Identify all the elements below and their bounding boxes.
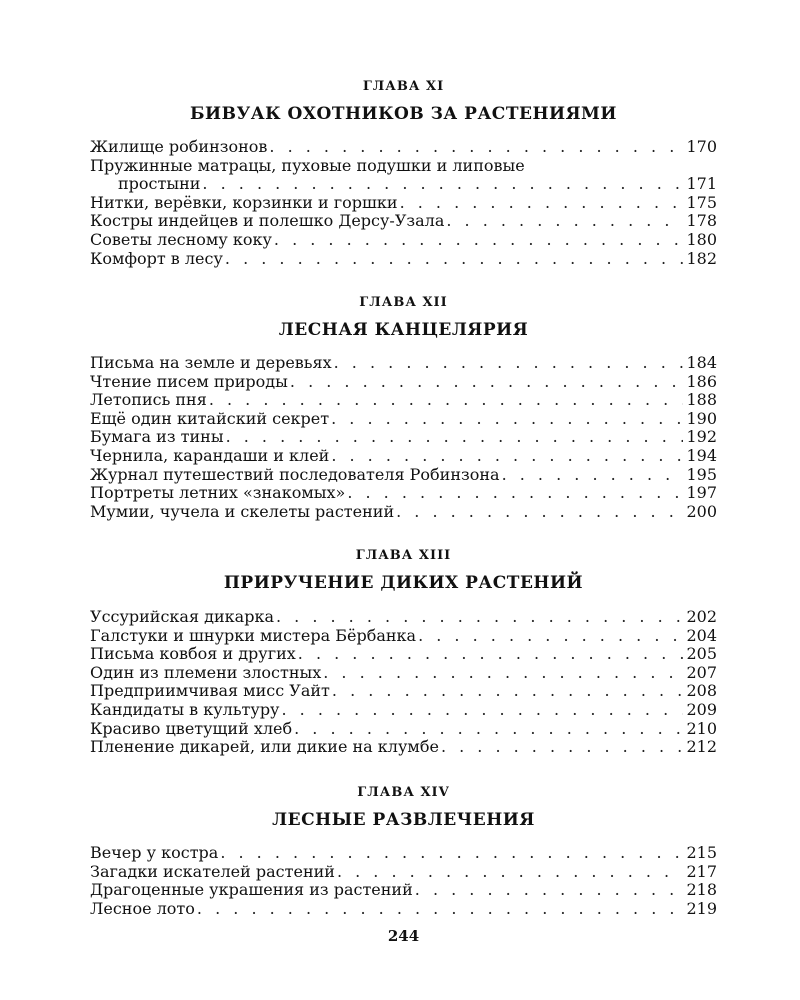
toc-entry-page: 178 [686,211,717,231]
dot-leader [441,738,683,757]
toc-entry-page: 194 [686,445,717,465]
toc-entry-page: 208 [686,681,717,701]
dot-leader [337,863,683,882]
toc-entry [90,212,717,231]
dot-leader [202,175,683,194]
toc-entry [90,138,717,157]
toc-entry-page: 207 [686,662,717,682]
toc-entry-title-continued: простыни [118,174,201,194]
toc-entry-page: 209 [686,699,717,719]
toc-entry-title: Пружинные матрацы, пуховые подушки и липовые [90,155,525,175]
chapter-title: БИВУАК ОХОТНИКОВ ЗА РАСТЕНИЯМИ [190,104,617,124]
toc-entry-page: 205 [686,644,717,664]
dot-leader [332,682,683,701]
toc-entry-title: Советы лесному коку [90,229,272,249]
toc-entry-title: Костры индейцев и полешко Дерсу-Узала [90,211,445,231]
toc-entry [90,157,717,194]
dot-leader [415,881,683,900]
toc-entry-page: 219 [686,898,717,918]
chapter-title: ЛЕСНАЯ КАНЦЕЛЯРИЯ [278,320,529,340]
dot-leader [209,391,683,410]
chapter-label: ГЛАВА XIII [355,548,452,563]
toc-entry-title: Письма на земле и деревьях [90,353,332,372]
toc-entry [90,881,717,900]
chapter-entries [90,138,717,268]
toc-entry-page: 182 [686,248,717,268]
toc-entry-title: Вечер у костра [90,843,219,862]
toc-entry-title: Красиво цветущий хлеб [90,718,293,738]
toc-entry [90,503,717,522]
toc-entry-page: 212 [686,737,717,757]
toc-entry-title: Галстуки и шнурки мистера Бёрбанка [90,625,417,645]
toc-entry [90,738,717,757]
chapter-label: ГЛАВА XI [362,79,445,94]
toc-entry-title: Чернила, карандаши и клей [90,445,330,465]
toc-entry-page: 171 [686,174,717,194]
toc-entry-title: Бумага из тины [90,427,224,447]
toc-entry [90,447,717,466]
toc-entry-title: Мумии, чучела и скелеты растений [90,501,395,521]
toc-entry-page: 217 [686,861,717,881]
dot-leader [226,428,683,447]
dot-leader [220,844,683,863]
toc-entry [90,484,717,503]
toc-entry [90,664,717,683]
toc-entry-title: Чтение писем природы [90,371,288,391]
toc-entry-page: 204 [686,625,717,645]
toc-entry [90,466,717,485]
toc-entry-title: Портреты летних «знакомых» [90,483,346,503]
toc-entry-page: 195 [686,464,717,484]
dot-leader [281,701,683,720]
dot-leader [290,373,683,392]
toc-entry [90,608,717,627]
toc-entry-page: 170 [686,137,717,156]
toc-entry-page: 184 [686,353,717,372]
chapter-heading [90,547,717,595]
toc-entry-page: 192 [686,427,717,447]
toc-entry-title: Ещё один китайский секрет [90,408,330,428]
table-of-contents-page [90,0,717,1000]
toc-entry [90,645,717,664]
toc-entry [90,194,717,213]
toc-entry [90,428,717,447]
dot-leader [274,231,683,250]
dot-leader [334,354,683,373]
chapter-heading [90,784,717,832]
toc-entry-title: Кандидаты в культуру [90,699,280,719]
dot-leader [269,138,683,157]
toc-entry-title: Загадки искателей растений [90,861,335,881]
toc-entry-page: 200 [686,501,717,521]
page-number: 244 [387,927,420,945]
dot-leader [396,503,683,522]
toc-entry-page: 210 [686,718,717,738]
dot-leader [347,484,683,503]
toc-entry [90,682,717,701]
toc-entry-page: 215 [686,843,717,862]
chapter-entries [90,354,717,521]
dot-leader [197,900,683,919]
toc-entry-page: 190 [686,408,717,428]
toc-entry-title: Жилище робинзонов [90,137,268,156]
toc-entry [90,844,717,863]
toc-entry [90,900,717,919]
toc-entry-page: 180 [686,229,717,249]
toc-entry-title: Летопись пня [90,390,207,410]
toc-entry-page: 202 [686,607,717,626]
dot-leader [502,466,683,485]
toc-entry-title: Предприимчивая мисс Уайт [90,681,330,701]
dot-leader [331,410,683,429]
chapter-label: ГЛАВА XII [359,295,448,310]
toc-entry-title: Нитки, верёвки, корзинки и горшки [90,192,398,212]
toc-entry-title: Лесное лото [90,898,195,918]
toc-entry [90,410,717,429]
toc-entry-title: Журнал путешествий последователя Робинзона [90,464,500,484]
dot-leader [294,720,683,739]
toc-entry-title: Пленение дикарей, или дикие на клумбе [90,737,439,757]
chapter-title: ПРИРУЧЕНИЕ ДИКИХ РАСТЕНИЙ [223,573,584,593]
chapter-entries [90,844,717,918]
dot-leader [418,627,683,646]
dot-leader [225,250,683,269]
toc-entry [90,373,717,392]
chapter-label: ГЛАВА XIV [357,785,450,800]
dot-leader [298,645,683,664]
chapter-heading [90,78,717,126]
toc-entry [90,250,717,269]
toc-entry [90,863,717,882]
dot-leader [323,664,683,683]
toc-entry [90,391,717,410]
toc-entry-title: Письма ковбоя и других [90,644,296,664]
toc-entry-title: Один из племени злостных [90,662,322,682]
toc-entry-title: Уссурийская дикарка [90,607,274,626]
dot-leader [400,194,683,213]
toc-entry-page: 188 [686,390,717,410]
chapter-title: ЛЕСНЫЕ РАЗВЛЕЧЕНИЯ [272,810,535,830]
toc-entry-page: 186 [686,371,717,391]
toc-entry [90,627,717,646]
toc-entry [90,701,717,720]
toc-entry-page: 197 [686,483,717,503]
dot-leader [331,447,683,466]
toc-entry [90,231,717,250]
toc-entry-page: 218 [686,880,717,900]
chapter-entries [90,608,717,757]
dot-leader [276,608,683,627]
dot-leader [446,212,683,231]
toc-entry-title: Комфорт в лесу [90,248,223,268]
toc-entry-page: 175 [686,192,717,212]
toc-entry [90,354,717,373]
toc-entry [90,720,717,739]
toc-entry-title: Драгоценные украшения из растений [90,880,413,900]
chapter-heading [90,294,717,342]
